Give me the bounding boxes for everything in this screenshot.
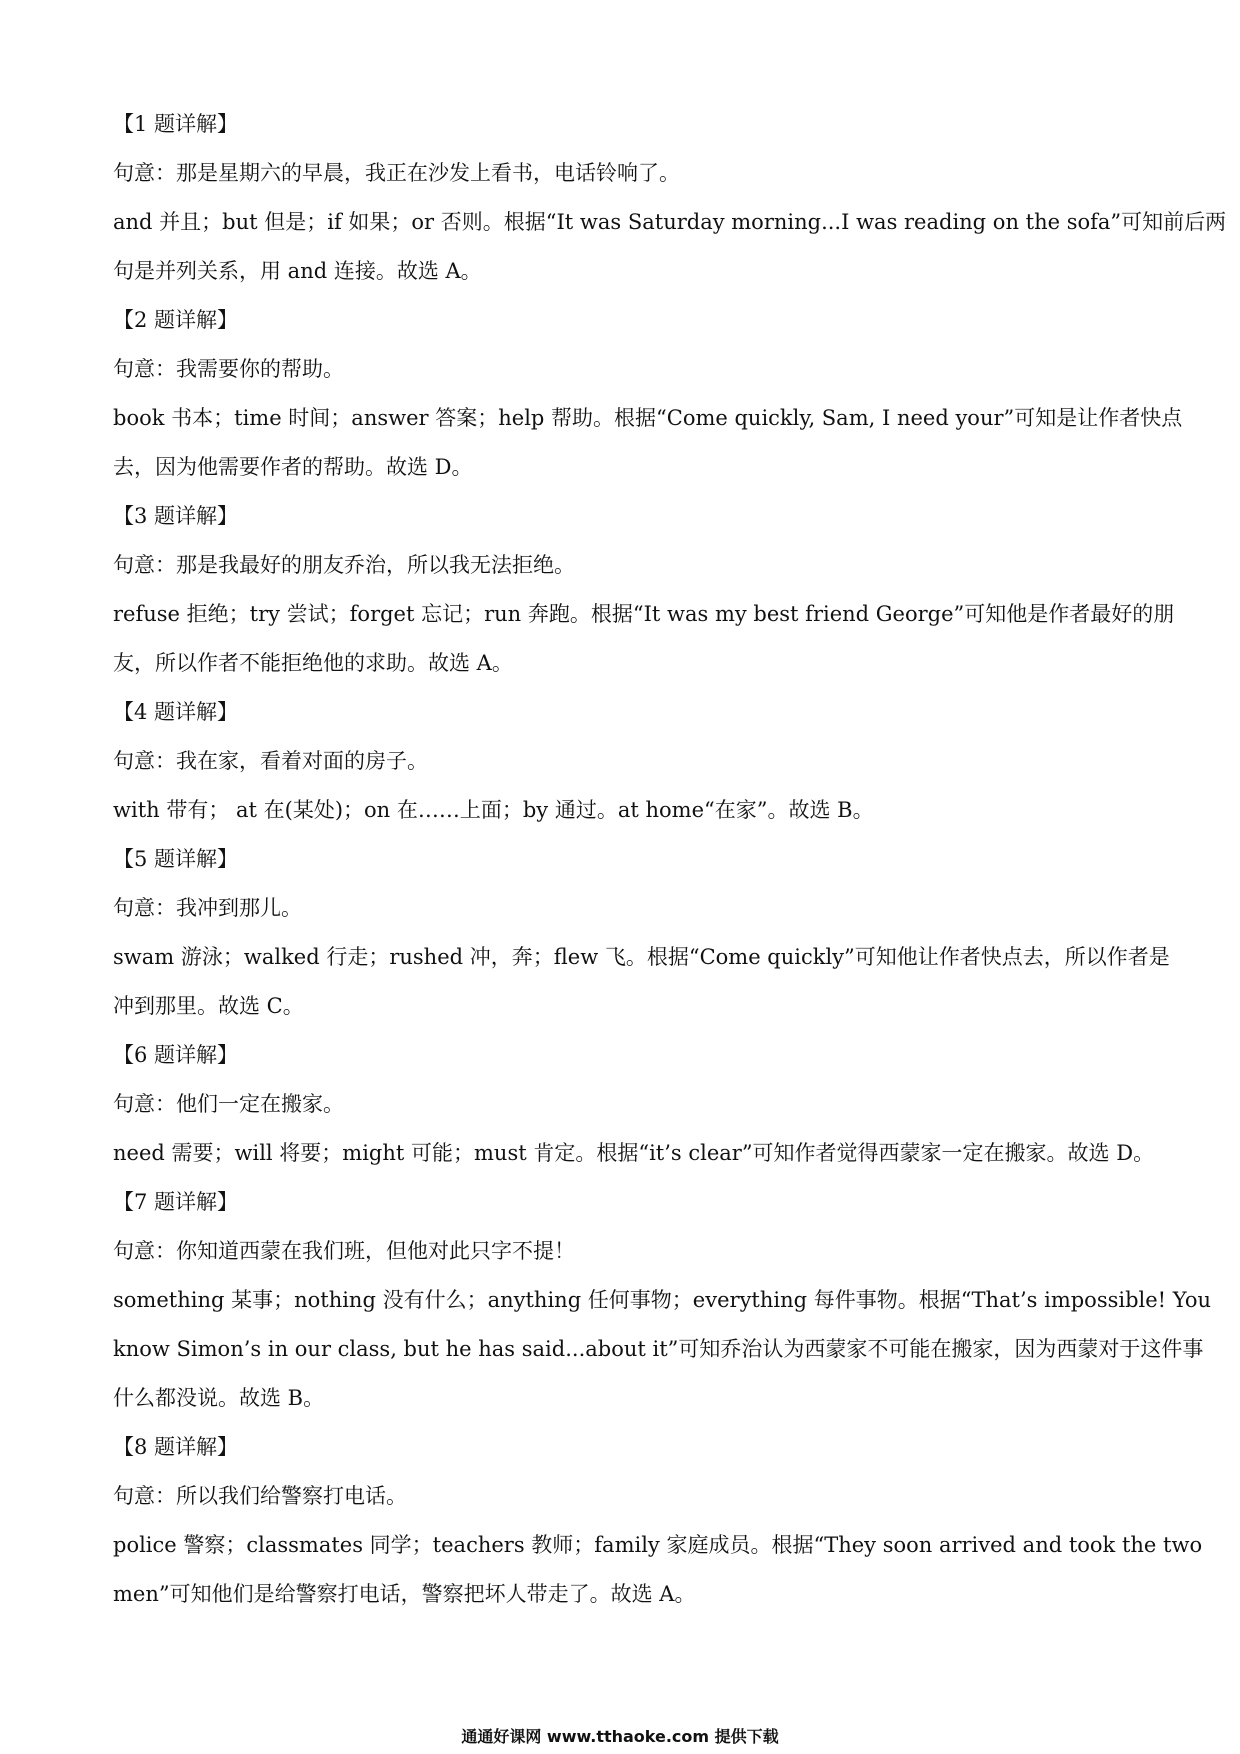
explanation-7-line-1: something 某事；nothing 没有什么；anything 任何事物；everything 每件事物。根据“That’s impossible! You [113,1288,1211,1312]
section-heading-7: 【7 题详解】 [113,1190,239,1214]
translation-7: 句意：你知道西蒙在我们班，但他对此只字不提！ [113,1239,575,1263]
translation-4: 句意：我在家，看着对面的房子。 [113,749,428,773]
section-heading-1: 【1 题详解】 [113,112,239,136]
translation-6: 句意：他们一定在搬家。 [113,1092,344,1116]
explanation-1-line-2: 句是并列关系，用 and 连接。故选 A。 [113,259,482,283]
translation-3: 句意：那是我最好的朋友乔治，所以我无法拒绝。 [113,553,575,577]
explanation-6-line-1: need 需要；will 将要；might 可能；must 肯定。根据“it’s clear”可知作者觉得西蒙家一定在搬家。故选 D。 [113,1141,1155,1165]
translation-2: 句意：我需要你的帮助。 [113,357,344,381]
section-heading-2: 【2 题详解】 [113,308,239,332]
explanation-1-line-1: and 并且；but 但是；if 如果；or 否则。根据“It was Saturday morning...I was reading on the sofa”可知前后两 [113,210,1227,234]
explanation-8-line-1: police 警察；classmates 同学；teachers 教师；family 家庭成员。根据“They soon arrived and took the two [113,1533,1203,1557]
explanation-2-line-2: 去，因为他需要作者的帮助。故选 D。 [113,455,473,479]
section-heading-5: 【5 题详解】 [113,847,239,871]
translation-5: 句意：我冲到那儿。 [113,896,302,920]
explanation-4-line-1: with 带有； at 在(某处)；on 在……上面；by 通过。at home“在家”。故选 B。 [113,798,874,822]
explanation-5-line-1: swam 游泳；walked 行走；rushed 冲，奔；flew 飞。根据“Come quickly”可知他让作者快点去，所以作者是 [113,945,1170,969]
section-heading-3: 【3 题详解】 [113,504,239,528]
answer-explanations [113,100,1227,1619]
explanation-8-line-2: men”可知他们是给警察打电话，警察把坏人带走了。故选 A。 [113,1582,696,1606]
translation-1: 句意：那是星期六的早晨，我正在沙发上看书，电话铃响了。 [113,161,680,185]
explanation-3-line-1: refuse 拒绝；try 尝试；forget 忘记；run 奔跑。根据“It was my best friend George”可知他是作者最好的朋 [113,602,1175,626]
section-heading-6: 【6 题详解】 [113,1043,239,1067]
explanation-3-line-2: 友，所以作者不能拒绝他的求助。故选 A。 [113,651,513,675]
section-heading-8: 【8 题详解】 [113,1435,239,1459]
page-footer: 通通好课网 www.tthaoke.com 提供下载 [461,1727,779,1746]
explanation-5-line-2: 冲到那里。故选 C。 [113,994,304,1018]
explanation-7-line-3: 什么都没说。故选 B。 [113,1386,325,1410]
translation-8: 句意：所以我们给警察打电话。 [113,1484,407,1508]
section-heading-4: 【4 题详解】 [113,700,239,724]
explanation-7-line-2: know Simon’s in our class, but he has said...about it”可知乔治认为西蒙家不可能在搬家，因为西蒙对于这件事 [113,1337,1204,1361]
explanation-2-line-1: book 书本；time 时间；answer 答案；help 帮助。根据“Come quickly, Sam, I need your”可知是让作者快点 [113,406,1183,430]
